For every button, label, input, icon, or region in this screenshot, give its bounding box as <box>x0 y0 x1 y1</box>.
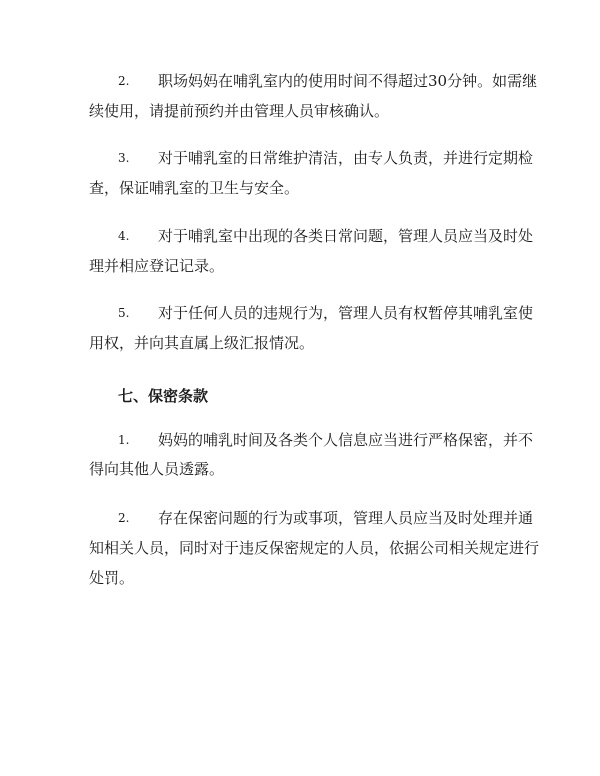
item-text-line: 对于哺乳室的日常维护清洁，由专人负责，并进行定期检 <box>158 149 534 167</box>
item-number: 2. <box>118 74 130 88</box>
item-number: 2. <box>118 511 130 525</box>
item-text-line: 对于哺乳室中出现的各类日常问题，管理人员应当及时处 <box>158 227 534 245</box>
item-text-line: 续使用，请提前预约并由管理人员审核确认。 <box>89 102 390 120</box>
item-text-line: 理并相应登记记录。 <box>89 257 225 275</box>
item-text-line: 妈妈的哺乳时间及各类个人信息应当进行严格保密，并不 <box>158 431 534 449</box>
item-text-line: 得向其他人员透露。 <box>89 460 225 478</box>
item-text-line: 用权，并向其直属上级汇报情况。 <box>89 334 315 352</box>
item-text-line: 对于任何人员的违规行为，管理人员有权暂停其哺乳室使 <box>158 304 534 322</box>
item-number: 1. <box>118 433 130 447</box>
section-heading: 七、保密条款 <box>118 387 209 405</box>
item-number: 4. <box>118 229 130 243</box>
item-text-line: 存在保密问题的行为或事项，管理人员应当及时处理并通 <box>158 509 534 527</box>
item-number: 3. <box>118 151 130 165</box>
item-text-line: 知相关人员，同时对于违反保密规定的人员，依据公司相关规定进行 <box>89 539 540 557</box>
item-text-line: 职场妈妈在哺乳室内的使用时间不得超过30分钟。如需继 <box>158 72 538 90</box>
item-number: 5. <box>118 306 130 320</box>
item-text-line: 处罚。 <box>89 569 135 587</box>
item-text-line: 查，保证哺乳室的卫生与安全。 <box>89 179 300 197</box>
